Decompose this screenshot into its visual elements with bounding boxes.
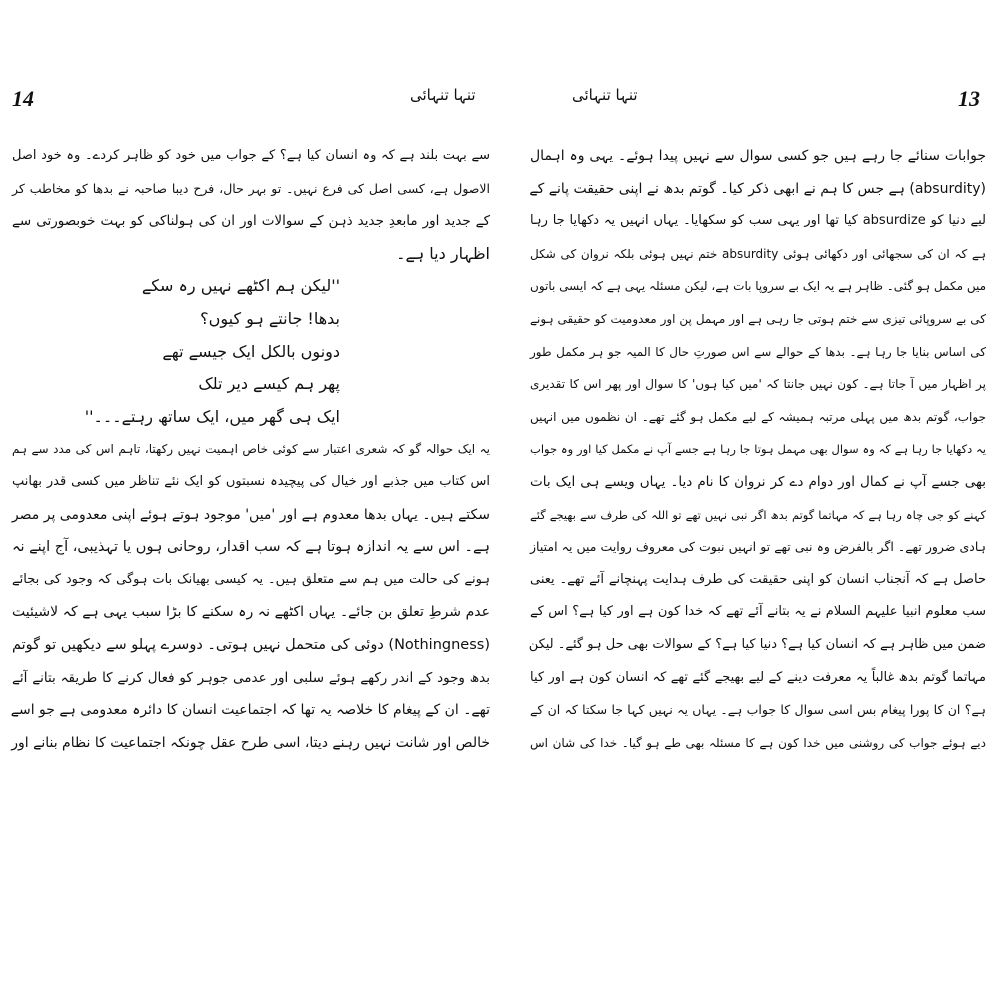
- text-line: بدھ وجود کے اندر رکھے ہوئے سلبی اور عدمی جوہر کو فعال کرنے کا طریقہ بتانے آئے: [12, 669, 490, 686]
- body-text: [530, 140, 986, 759]
- text-line: اس کتاب میں جذبے اور خیال کی پیچیدہ نسبتوں کو ایک نئے تناظر میں کسی قدر بھانپ: [12, 473, 490, 489]
- text-line: کی اساس بنایا جا رہا ہے۔ بدھا کے حوالے سے اس صورتِ حال کا المیہ جو ہر مکمل طور: [530, 344, 986, 359]
- page-number: 14: [12, 86, 34, 111]
- text-line: سے بہت بلند ہے کہ وہ انسان کیا ہے؟ کے جواب میں خود کو ظاہر کردے۔ وہ خود اصل: [12, 148, 490, 163]
- text-line: کی بے سروپائی تیزی سے ختم ہوتی جا رہی ہے اور مہمل پن اور معدومیت کو حقیقی ہونے: [530, 311, 986, 326]
- text-line: ہے کہ ان کی سجھائی اور دکھائی ہوئی absurdity ختم نہیں ہوئی بلکہ نروان کی شکل: [530, 246, 986, 261]
- body-text: [12, 140, 490, 759]
- running-head: تنہا تنہائی: [410, 86, 476, 104]
- text-line: کے جدید اور مابعدِ جدید ذہن کے سوالات اور ان کی ہولناکی کو بہت خوبصورتی سے: [12, 213, 490, 230]
- text-line: دیے ہوئے جواب کی روشنی میں خدا کون ہے کا مسئلہ بھی طے ہو گیا۔ خدا کی شان اس: [530, 735, 986, 750]
- text-line: جواب، گوتم بدھ میں پہلی مرتبہ ہمیشہ کے لیے مکمل ہو گئے تھے۔ ان نظموں میں انہیں: [530, 409, 986, 424]
- verse-line: بدھا! جانتے ہو کیوں؟: [200, 308, 340, 328]
- text-line: اظہار دیا ہے۔: [396, 243, 490, 263]
- text-line: ہونے کی حالت میں ہم سے متعلق ہیں۔ یہ کیسی بھیانک بات ہوگی کہ وجود کی بجائے: [12, 571, 490, 587]
- text-line: سکتے ہیں۔ یہاں بدھا معدوم ہے اور 'میں' موجود ہوتے ہوئے اپنی معدومی پر مصر: [11, 506, 490, 523]
- text-line: میں مکمل ہو گئی۔ ظاہر ہے یہ ایک بے سروپا بات ہے، لیکن مسئلہ یہی ہے کہ ایسی باتوں: [530, 279, 986, 294]
- text-line: تھے۔ ان کے پیغام کا خلاصہ یہ تھا کہ اجتماعیت انسان کا دائرہ معدومی ہے جو اسے: [10, 702, 490, 719]
- text-line: یہ ایک حوالہ گو کہ شعری اعتبار سے کوئی خاص اہمیت نہیں رکھتا، تاہم اس کی مدد سے ہم: [12, 442, 490, 457]
- running-head: تنہا تنہائی: [572, 86, 638, 104]
- text-line: جوابات سنائے جا رہے ہیں جو کسی سوال سے نہیں پیدا ہوئے۔ یہی وہ اہمال: [530, 148, 986, 164]
- text-line: خالص اور شانت نہیں رہنے دیتا، اسی طرح عقل چونکہ اجتماعیت کا نظام بنانے اور: [11, 734, 490, 751]
- verse-line: پھر ہم کیسے دیر تلک: [198, 374, 340, 394]
- text-line: ہے۔ اس سے یہ اندازہ ہوتا ہے کہ سب اقدار، روحانی ہوں یا تہذیبی، آج اپنے نہ: [12, 539, 490, 556]
- verse-line: ایک ہی گھر میں، ایک ساتھ رہتے۔۔۔'': [84, 406, 340, 426]
- text-line: یہ دکھایا جا رہا ہے کہ وہ سوال بھی مہمل ہوتا جا رہا ہے جسے آپ نے مکمل کیا اور وہ جواب: [530, 442, 986, 457]
- verse-line: ''لیکن ہم اکٹھے نہیں رہ سکے: [141, 276, 340, 296]
- verse-line: دونوں بالکل ایک جیسے تھے: [162, 341, 340, 361]
- text-line: ضمن میں ظاہر ہے کہ انسان کیا ہے؟ دنیا کیا ہے؟ کے سوالات بھی حل ہو گئے۔ لیکن: [528, 636, 986, 652]
- text-line: (absurdity) ہے جس کا ہم نے ابھی ذکر کیا۔ گوتم بدھ نے اپنی حقیقت پانے کے: [529, 180, 986, 197]
- text-line: (Nothingness) دوئی کی متحمل نہیں ہوتی۔ دوسرے پہلو سے دیکھیں تو گوتم: [11, 636, 490, 653]
- text-line: الاصول ہے، کسی اصل کی فرع نہیں۔ تو بہر حال، فرح دیبا صاحبہ نے بدھا کو مخاطب کر: [12, 180, 490, 196]
- text-line: حاصل ہے کہ آنجناب انسان کو اپنی حقیقت کی طرف ہدایت پہنچانے آئے تھے۔ یعنی: [530, 571, 986, 587]
- text-line: کہنے کو جی چاہ رہا ہے کہ مہاتما گوتم بدھ اگر نبی نہیں تھے تو اللہ کی طرف سے بھیجے گئے: [530, 507, 986, 522]
- text-line: لیے دنیا کو absurdize کیا تھا اور یہی سب کو سکھایا۔ یہاں انہیں یہ دکھایا جا رہا: [530, 213, 986, 229]
- text-line: عدم شرطِ تعلق بن جائے۔ یہاں اکٹھے نہ رہ سکنے کا بڑا سبب یہی ہے کہ لاشیئیت: [12, 604, 490, 621]
- text-line: ہادی ضرور تھے۔ اگر بالفرض وہ نبی تھے تو انہیں نبوت کی معروف روایت میں یہ امتیاز: [530, 539, 986, 555]
- text-line: ہے؟ ان کا پورا پیغام بس اسی سوال کا جواب ہے۔ یہاں یہ نہیں کہا جا سکتا کہ ان کے: [530, 702, 986, 718]
- text-line: مہاتما گوتم بدھ غالباً یہ معرفت دینے کے لیے بھیجے گئے تھے کہ انسان کون ہے اور کیا: [530, 669, 986, 685]
- page-number: 13: [958, 86, 980, 111]
- text-line: پر اظہار میں آ جاتا ہے۔ کون نہیں جانتا کہ 'میں کیا ہوں' کا سوال اور پھر اس کا تقدیری: [530, 377, 986, 392]
- text-line: سب معلوم انبیا علیہم السلام نے یہ بتانے آئے تھے کہ خدا کون ہے اور کیا ہے؟ اس کے: [530, 604, 986, 620]
- text-line: بھی جسے آپ نے کمال اور دوام دے کر نروان کا نام دیا۔ یہاں ویسے ہی ایک بات: [530, 473, 986, 490]
